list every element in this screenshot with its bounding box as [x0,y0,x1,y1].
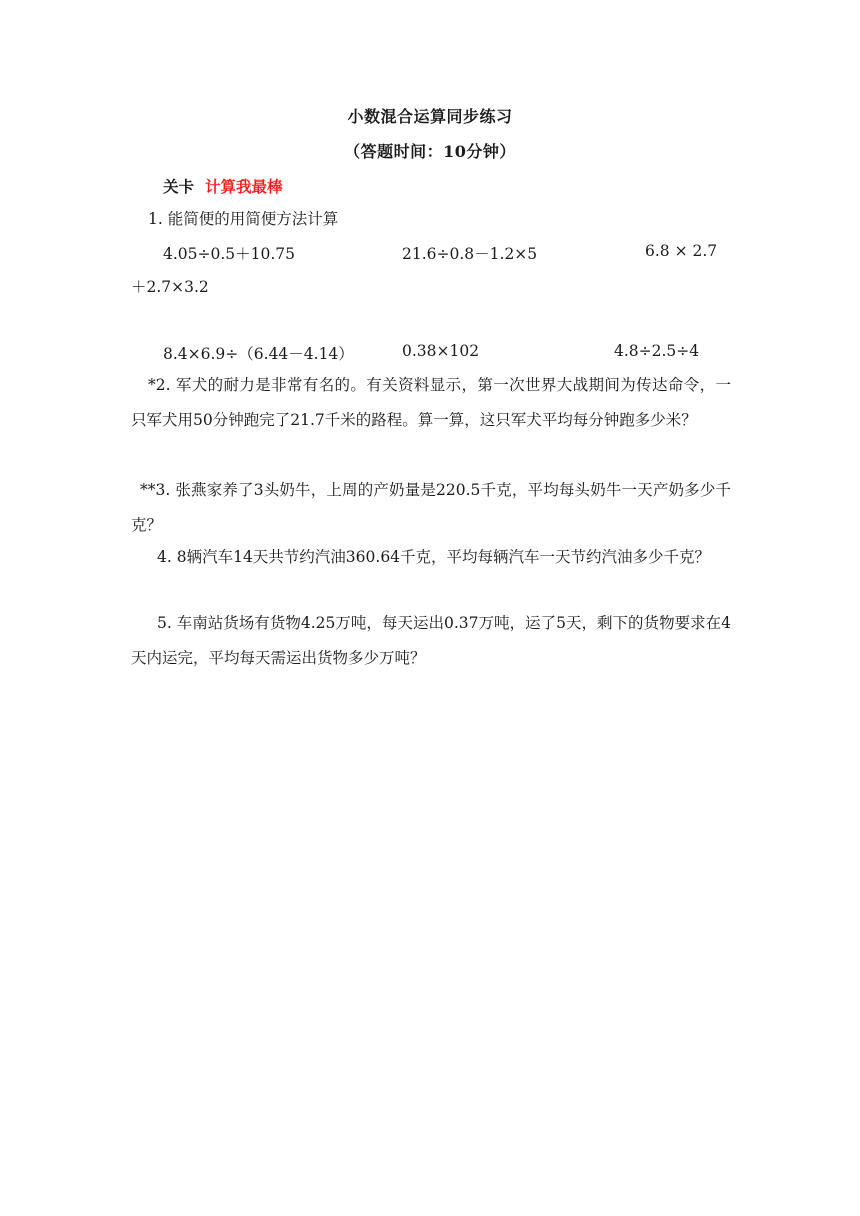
time-limit-subtitle: （答题时间：10分钟） [344,142,516,161]
expr-2c: 4.8÷2.5÷4 [614,342,700,360]
level-name: 计算我最棒 [204,177,283,196]
expr-1b: 21.6÷0.8－1.2×5 [402,245,538,263]
expr-1c-part1: 6.8 × 2.7 [645,242,718,260]
question-4 [131,540,731,575]
expr-2b: 0.38×102 [402,342,480,360]
question-2-text: *2. 军犬的耐力是非常有名的。有关资料显示，第一次世界大战期间为传达命令，一只军犬用50分钟跑完了21.7千米的路程。算一算，这只军犬平均每分钟跑多少米？ [131,376,731,429]
question-5-text: 5. 车南站货场有货物4.25万吨，每天运出0.37万吨，运了5天，剩下的货物要求在4天内运完，平均每天需运出货物多少万吨？ [131,614,731,667]
question-3-text: **3. 张燕家养了3头奶牛，上周的产奶量是220.5千克，平均每头奶牛一天产奶多少千克？ [131,481,731,534]
expr-1a: 4.05÷0.5＋10.75 [163,245,296,263]
question-5 [131,606,731,676]
question-3 [131,473,731,543]
question-4-text: 4. 8辆汽车14天共节约汽油360.64千克，平均每辆汽车一天节约汽油多少千克？ [157,548,711,566]
level-heading [163,175,282,197]
question-2 [131,368,731,438]
expr-2a: 8.4×6.9÷（6.44－4.14） [163,345,354,363]
page-title: 小数混合运算同步练习 [347,107,513,126]
level-label: 关卡 [163,177,195,196]
expr-1c-part2: ＋2.7×3.2 [131,278,209,296]
question-1-prompt: 1. 能简便的用简便方法计算 [148,210,339,228]
